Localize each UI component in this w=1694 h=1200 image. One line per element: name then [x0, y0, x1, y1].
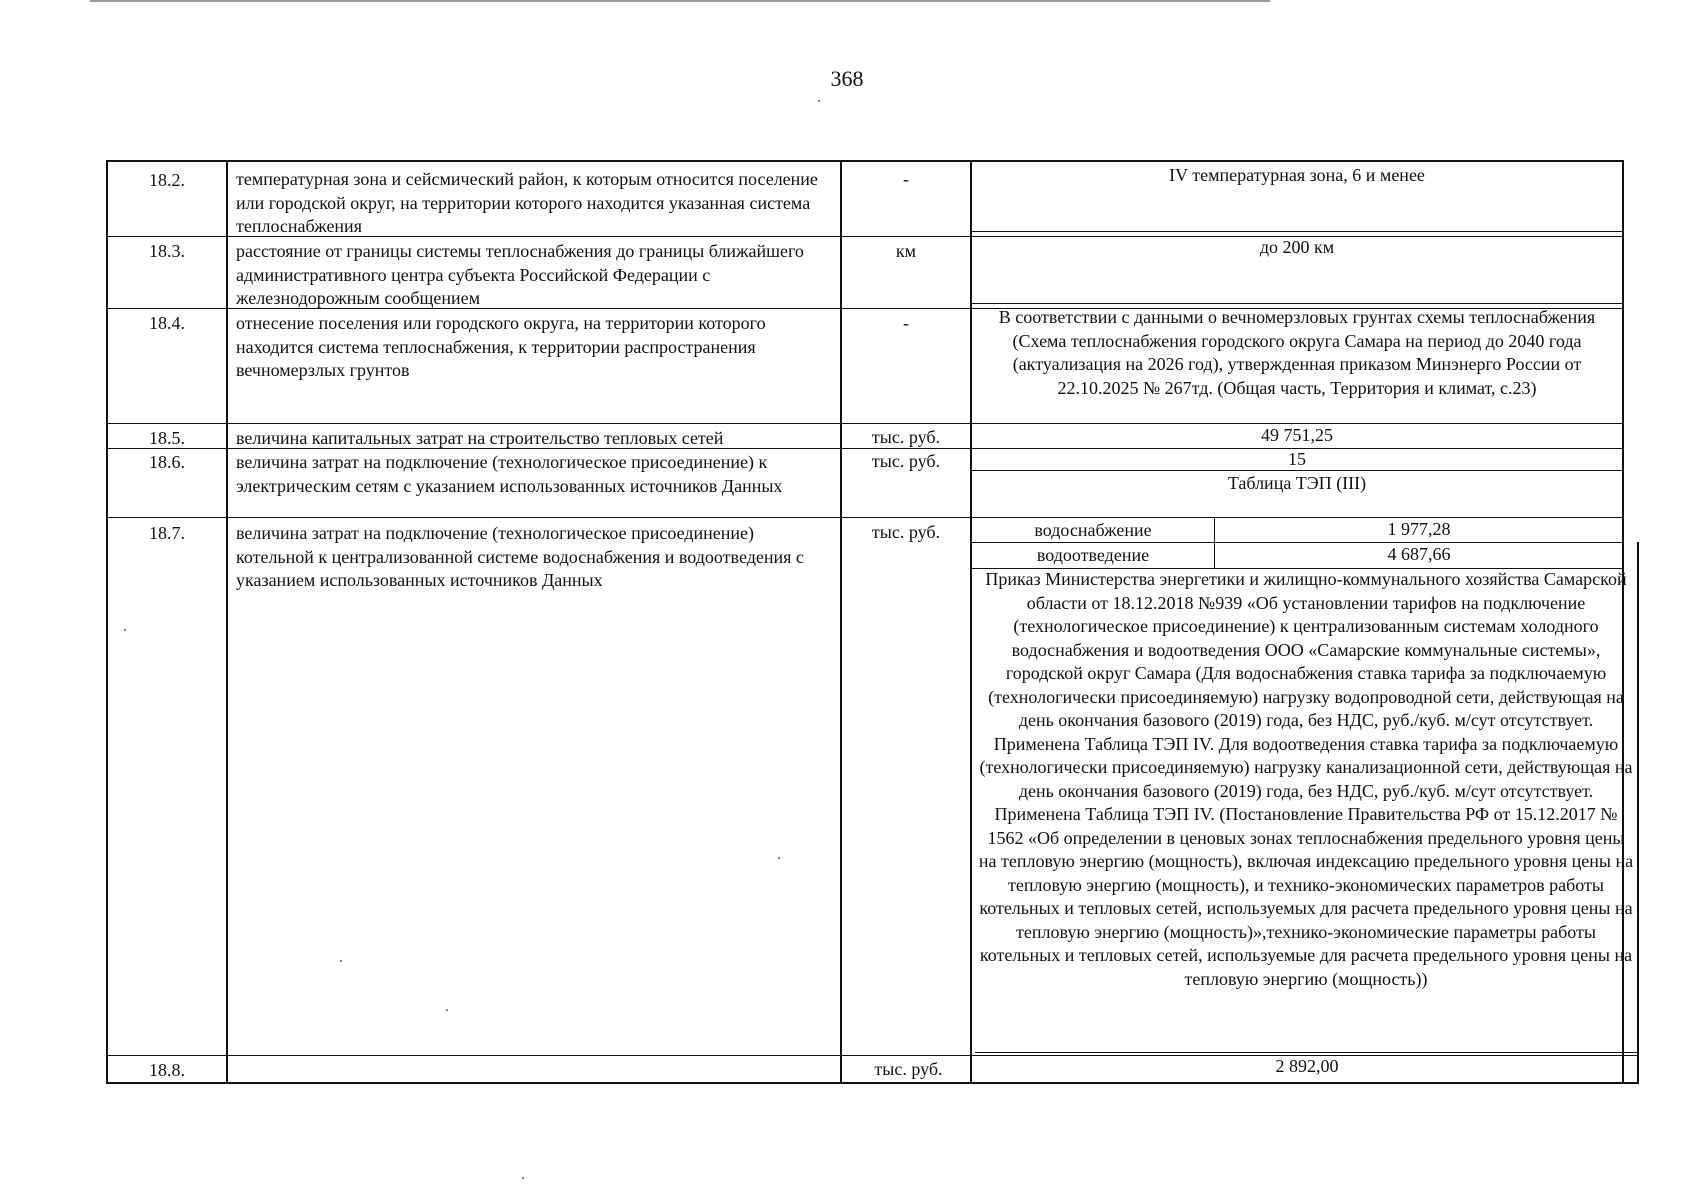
page-number: 368: [830, 66, 864, 91]
row-number: 18.8.: [149, 1060, 185, 1080]
row-value: 2 892,00: [1275, 1056, 1339, 1076]
subrow-value: 4 687,66: [1387, 544, 1451, 564]
row-unit: -: [903, 313, 909, 333]
value-divider: [970, 231, 1624, 232]
subrow-label: водоотведение: [1036, 545, 1150, 565]
row-number: 18.4.: [149, 313, 185, 333]
row-description: расстояние от границы системы теплоснабжения до границы ближайшего административного центра субъекта Российской Федерации с железнодорожным сообщением: [236, 241, 804, 308]
col-divider-3: [970, 160, 972, 1084]
row-unit: тыс. руб.: [871, 451, 941, 471]
row-unit: -: [903, 169, 909, 189]
subrow-label: водоснабжение: [1034, 520, 1152, 540]
row-source: Таблица ТЭП (III): [1227, 473, 1367, 493]
scan-speck: [818, 100, 820, 102]
col-divider-2: [840, 160, 842, 1084]
scan-speck: [340, 960, 342, 962]
row-value: 49 751,25: [1261, 425, 1333, 445]
value-right-edge-lower: [1637, 542, 1639, 1083]
value-divider: [970, 303, 1624, 304]
row-number: 18.3.: [149, 241, 185, 261]
row-description: отнесение поселения или городского округа, на территории которого находится система теплоснабжения, к территории распространения вечномерзлых грунтов: [236, 313, 766, 380]
row-number: 18.7.: [149, 523, 185, 543]
col-divider-1: [226, 160, 228, 1084]
scan-speck: [446, 1009, 448, 1011]
row-value: В соответствии с данными о вечномерзловых грунтах схемы теплоснабжения (Схема теплоснабжения городского округа Самара на период до 2040 года (актуализация на 2026 год), утвержденная приказом Минэнерго России от 22.10.2025 № 267тд. (Общая часть, Территория и климат, с.23): [998, 307, 1596, 398]
subcell-divider: [1214, 517, 1215, 568]
table-border-bottom: [106, 1082, 1639, 1084]
value-divider: [975, 1052, 1639, 1053]
row-source: Приказ Министерства энергетики и жилищно-коммунального хозяйства Самарской области от 18.12.2018 №939 «Об установлении тарифов на подключение (технологическое присоединение) к централизованным системам холодного водоснабжения и водоотведения ООО «Самарские коммунальные системы», городской округ Самара (Для водоснабжения ставка тарифа за подключаемую (технологически присоединяемую) нагрузку водопроводной сети, действующая на день окончания базового (2019) года, без НДС, руб./куб. м/сут отсутствует. Применена Таблица ТЭП IV. Для водоотведения ставка тарифа за подключаемую (технологически присоединяемую) нагрузку канализационной сети, действующая на день окончания базового (2019) года, без НДС, руб./куб. м/сут отсутствует. Применена Таблица ТЭП IV. (Постановление Правительства РФ от 15.12.2017 № 1562 «Об определении в ценовых зонах теплоснабжения предельного уровня цены на тепловую энергию (мощность), включая индексацию предельного уровня цены на тепловую энергию (мощность), и технико-экономических параметров работы котельных и тепловых сетей, используемых для расчета предельного уровня цены на тепловую энергию (мощность)»,технико-экономические параметры работы котельных и тепловых сетей, используемые для расчета предельного уровня цены на тепловую энергию (мощность)): [978, 569, 1634, 989]
scan-speck: [124, 629, 126, 631]
row-number: 18.5.: [149, 428, 185, 448]
subrow-value: 1 977,28: [1387, 519, 1451, 539]
row-description: температурная зона и сейсмический район, к которым относится поселение или городской округ, на территории которого находится указанная система теплоснабжения: [236, 169, 818, 236]
row-description: величина затрат на подключение (технологическое присоединение) к электрическим сетям с указанием использованных источников Данных: [236, 452, 783, 496]
row-value: IV температурная зона, 6 и менее: [1169, 165, 1425, 185]
scan-speck: [522, 1177, 524, 1179]
row-unit: тыс. руб.: [871, 522, 941, 542]
row-unit: тыс. руб.: [874, 1059, 943, 1079]
row-number: 18.6.: [149, 452, 185, 472]
row-unit: тыс. руб.: [871, 427, 941, 447]
table-border-top: [106, 160, 1624, 162]
row-description: величина затрат на подключение (технологическое присоединение) котельной к централизованной системе водоснабжения и водоотведения с указанием использованных источников Данных: [236, 523, 804, 590]
row-number: 18.2.: [149, 170, 185, 190]
scan-edge: [90, 0, 1270, 2]
row-unit: км: [895, 241, 917, 261]
row-description: величина капитальных затрат на строительство тепловых сетей: [236, 428, 724, 448]
row-value: 15: [1288, 449, 1306, 469]
row-value: до 200 км: [1259, 237, 1335, 257]
table-border-left: [106, 160, 108, 1084]
scan-speck: [778, 857, 780, 859]
